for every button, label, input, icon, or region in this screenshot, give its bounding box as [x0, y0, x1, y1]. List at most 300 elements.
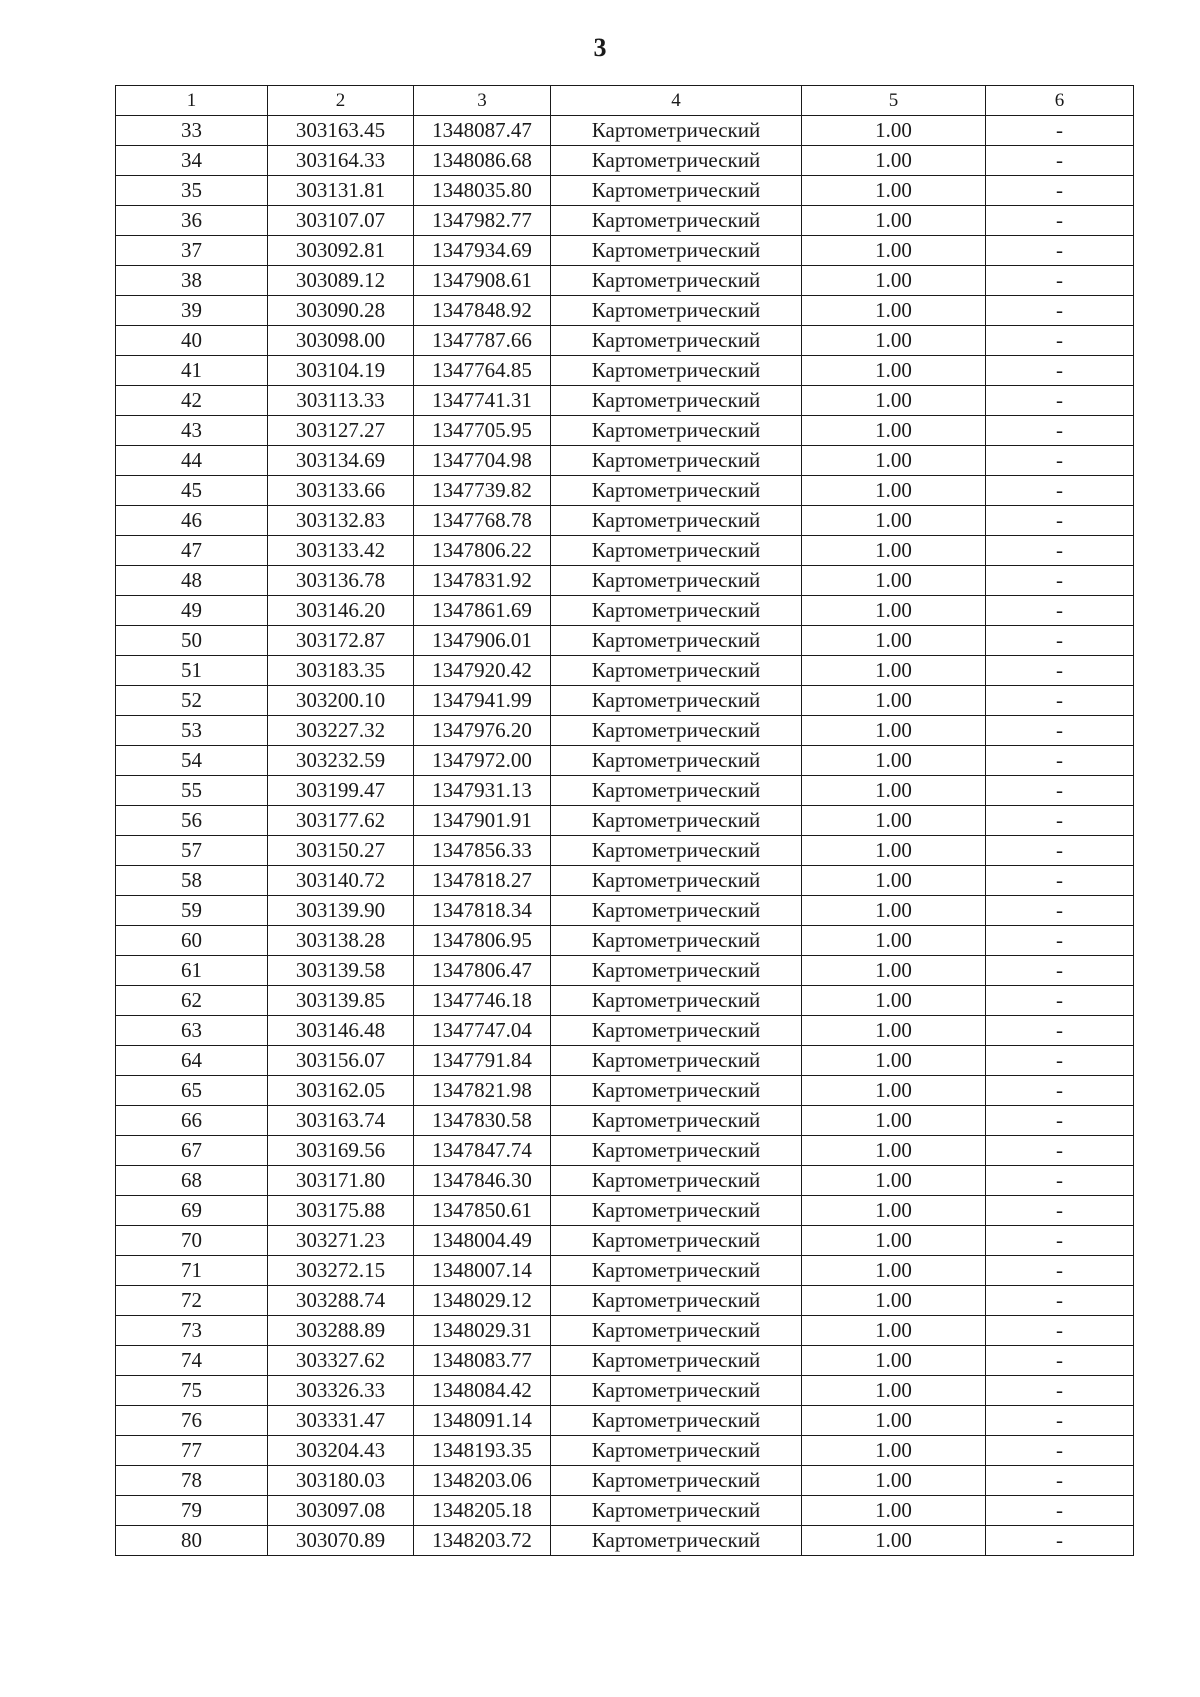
note-cell: -	[986, 266, 1134, 296]
y-coordinate-cell: 1347931.13	[414, 776, 551, 806]
method-cell: Картометрический	[551, 1376, 802, 1406]
point-number-cell: 70	[116, 1226, 268, 1256]
accuracy-cell: 1.00	[802, 446, 986, 476]
y-coordinate-cell: 1347747.04	[414, 1016, 551, 1046]
table-header	[116, 86, 1134, 116]
method-cell: Картометрический	[551, 716, 802, 746]
point-number-cell: 50	[116, 626, 268, 656]
table-row	[116, 1346, 1134, 1376]
table-body	[116, 116, 1134, 1556]
table-row	[116, 596, 1134, 626]
note-cell: -	[986, 1136, 1134, 1166]
note-cell: -	[986, 776, 1134, 806]
column-header-5: 5	[802, 86, 986, 116]
y-coordinate-cell: 1347806.47	[414, 956, 551, 986]
accuracy-cell: 1.00	[802, 206, 986, 236]
point-number-cell: 78	[116, 1466, 268, 1496]
column-header-1: 1	[116, 86, 268, 116]
accuracy-cell: 1.00	[802, 1226, 986, 1256]
point-number-cell: 53	[116, 716, 268, 746]
note-cell: -	[986, 446, 1134, 476]
y-coordinate-cell: 1347791.84	[414, 1046, 551, 1076]
accuracy-cell: 1.00	[802, 416, 986, 446]
point-number-cell: 46	[116, 506, 268, 536]
y-coordinate-cell: 1348029.31	[414, 1316, 551, 1346]
table-row	[116, 1226, 1134, 1256]
note-cell: -	[986, 296, 1134, 326]
method-cell: Картометрический	[551, 596, 802, 626]
y-coordinate-cell: 1347818.34	[414, 896, 551, 926]
accuracy-cell: 1.00	[802, 986, 986, 1016]
coordinates-table	[115, 85, 1134, 1556]
y-coordinate-cell: 1347764.85	[414, 356, 551, 386]
point-number-cell: 40	[116, 326, 268, 356]
accuracy-cell: 1.00	[802, 566, 986, 596]
note-cell: -	[986, 1466, 1134, 1496]
note-cell: -	[986, 326, 1134, 356]
table-row	[116, 1016, 1134, 1046]
column-header-3: 3	[414, 86, 551, 116]
y-coordinate-cell: 1347861.69	[414, 596, 551, 626]
x-coordinate-cell: 303232.59	[268, 746, 414, 776]
accuracy-cell: 1.00	[802, 386, 986, 416]
note-cell: -	[986, 1346, 1134, 1376]
note-cell: -	[986, 416, 1134, 446]
y-coordinate-cell: 1347768.78	[414, 506, 551, 536]
method-cell: Картометрический	[551, 626, 802, 656]
x-coordinate-cell: 303090.28	[268, 296, 414, 326]
y-coordinate-cell: 1347831.92	[414, 566, 551, 596]
method-cell: Картометрический	[551, 176, 802, 206]
method-cell: Картометрический	[551, 1316, 802, 1346]
table-row	[116, 1316, 1134, 1346]
point-number-cell: 63	[116, 1016, 268, 1046]
accuracy-cell: 1.00	[802, 326, 986, 356]
x-coordinate-cell: 303132.83	[268, 506, 414, 536]
y-coordinate-cell: 1347934.69	[414, 236, 551, 266]
point-number-cell: 37	[116, 236, 268, 266]
method-cell: Картометрический	[551, 326, 802, 356]
table-row	[116, 146, 1134, 176]
y-coordinate-cell: 1348087.47	[414, 116, 551, 146]
note-cell: -	[986, 1016, 1134, 1046]
note-cell: -	[986, 356, 1134, 386]
y-coordinate-cell: 1347739.82	[414, 476, 551, 506]
y-coordinate-cell: 1348084.42	[414, 1376, 551, 1406]
y-coordinate-cell: 1347850.61	[414, 1196, 551, 1226]
table-row	[116, 656, 1134, 686]
point-number-cell: 62	[116, 986, 268, 1016]
column-header-4: 4	[551, 86, 802, 116]
point-number-cell: 35	[116, 176, 268, 206]
accuracy-cell: 1.00	[802, 1376, 986, 1406]
method-cell: Картометрический	[551, 206, 802, 236]
y-coordinate-cell: 1347976.20	[414, 716, 551, 746]
table-row	[116, 1256, 1134, 1286]
x-coordinate-cell: 303162.05	[268, 1076, 414, 1106]
table-row	[116, 1406, 1134, 1436]
x-coordinate-cell: 303136.78	[268, 566, 414, 596]
method-cell: Картометрический	[551, 746, 802, 776]
x-coordinate-cell: 303156.07	[268, 1046, 414, 1076]
note-cell: -	[986, 116, 1134, 146]
table-row	[116, 1076, 1134, 1106]
accuracy-cell: 1.00	[802, 776, 986, 806]
point-number-cell: 59	[116, 896, 268, 926]
x-coordinate-cell: 303140.72	[268, 866, 414, 896]
y-coordinate-cell: 1348004.49	[414, 1226, 551, 1256]
y-coordinate-cell: 1347906.01	[414, 626, 551, 656]
y-coordinate-cell: 1347848.92	[414, 296, 551, 326]
method-cell: Картометрический	[551, 386, 802, 416]
point-number-cell: 64	[116, 1046, 268, 1076]
accuracy-cell: 1.00	[802, 1106, 986, 1136]
method-cell: Картометрический	[551, 1286, 802, 1316]
method-cell: Картометрический	[551, 146, 802, 176]
accuracy-cell: 1.00	[802, 1286, 986, 1316]
x-coordinate-cell: 303104.19	[268, 356, 414, 386]
accuracy-cell: 1.00	[802, 476, 986, 506]
method-cell: Картометрический	[551, 536, 802, 566]
note-cell: -	[986, 1376, 1134, 1406]
table-row	[116, 416, 1134, 446]
page-number: 3	[593, 33, 607, 62]
x-coordinate-cell: 303177.62	[268, 806, 414, 836]
method-cell: Картометрический	[551, 1196, 802, 1226]
y-coordinate-cell: 1348205.18	[414, 1496, 551, 1526]
method-cell: Картометрический	[551, 476, 802, 506]
accuracy-cell: 1.00	[802, 596, 986, 626]
table-row	[116, 956, 1134, 986]
note-cell: -	[986, 476, 1134, 506]
table-row	[116, 926, 1134, 956]
x-coordinate-cell: 303326.33	[268, 1376, 414, 1406]
note-cell: -	[986, 1196, 1134, 1226]
note-cell: -	[986, 1406, 1134, 1436]
table-row	[116, 566, 1134, 596]
point-number-cell: 42	[116, 386, 268, 416]
point-number-cell: 43	[116, 416, 268, 446]
point-number-cell: 72	[116, 1286, 268, 1316]
point-number-cell: 52	[116, 686, 268, 716]
column-header-6: 6	[986, 86, 1134, 116]
accuracy-cell: 1.00	[802, 1496, 986, 1526]
method-cell: Картометрический	[551, 1076, 802, 1106]
note-cell: -	[986, 596, 1134, 626]
table-row	[116, 746, 1134, 776]
table-row	[116, 716, 1134, 746]
method-cell: Картометрический	[551, 1226, 802, 1256]
method-cell: Картометрический	[551, 1466, 802, 1496]
point-number-cell: 71	[116, 1256, 268, 1286]
y-coordinate-cell: 1347901.91	[414, 806, 551, 836]
x-coordinate-cell: 303288.74	[268, 1286, 414, 1316]
point-number-cell: 48	[116, 566, 268, 596]
table-row	[116, 1106, 1134, 1136]
x-coordinate-cell: 303133.42	[268, 536, 414, 566]
table-row	[116, 1526, 1134, 1556]
method-cell: Картометрический	[551, 656, 802, 686]
accuracy-cell: 1.00	[802, 836, 986, 866]
method-cell: Картометрический	[551, 446, 802, 476]
method-cell: Картометрический	[551, 356, 802, 386]
method-cell: Картометрический	[551, 866, 802, 896]
y-coordinate-cell: 1348193.35	[414, 1436, 551, 1466]
method-cell: Картометрический	[551, 266, 802, 296]
accuracy-cell: 1.00	[802, 806, 986, 836]
note-cell: -	[986, 1526, 1134, 1556]
accuracy-cell: 1.00	[802, 866, 986, 896]
point-number-cell: 66	[116, 1106, 268, 1136]
point-number-cell: 60	[116, 926, 268, 956]
y-coordinate-cell: 1347846.30	[414, 1166, 551, 1196]
point-number-cell: 58	[116, 866, 268, 896]
x-coordinate-cell: 303089.12	[268, 266, 414, 296]
x-coordinate-cell: 303107.07	[268, 206, 414, 236]
point-number-cell: 69	[116, 1196, 268, 1226]
table-row	[116, 296, 1134, 326]
note-cell: -	[986, 866, 1134, 896]
note-cell: -	[986, 806, 1134, 836]
x-coordinate-cell: 303163.45	[268, 116, 414, 146]
note-cell: -	[986, 1226, 1134, 1256]
method-cell: Картометрический	[551, 686, 802, 716]
note-cell: -	[986, 176, 1134, 206]
point-number-cell: 67	[116, 1136, 268, 1166]
x-coordinate-cell: 303172.87	[268, 626, 414, 656]
method-cell: Картометрический	[551, 1166, 802, 1196]
note-cell: -	[986, 1166, 1134, 1196]
x-coordinate-cell: 303133.66	[268, 476, 414, 506]
point-number-cell: 73	[116, 1316, 268, 1346]
y-coordinate-cell: 1348086.68	[414, 146, 551, 176]
point-number-cell: 75	[116, 1376, 268, 1406]
note-cell: -	[986, 1436, 1134, 1466]
y-coordinate-cell: 1347982.77	[414, 206, 551, 236]
table-row	[116, 806, 1134, 836]
note-cell: -	[986, 1286, 1134, 1316]
note-cell: -	[986, 1256, 1134, 1286]
x-coordinate-cell: 303138.28	[268, 926, 414, 956]
x-coordinate-cell: 303331.47	[268, 1406, 414, 1436]
note-cell: -	[986, 1316, 1134, 1346]
note-cell: -	[986, 626, 1134, 656]
accuracy-cell: 1.00	[802, 1526, 986, 1556]
x-coordinate-cell: 303183.35	[268, 656, 414, 686]
accuracy-cell: 1.00	[802, 356, 986, 386]
x-coordinate-cell: 303169.56	[268, 1136, 414, 1166]
column-header-2: 2	[268, 86, 414, 116]
note-cell: -	[986, 896, 1134, 926]
method-cell: Картометрический	[551, 566, 802, 596]
y-coordinate-cell: 1347972.00	[414, 746, 551, 776]
accuracy-cell: 1.00	[802, 266, 986, 296]
method-cell: Картометрический	[551, 116, 802, 146]
note-cell: -	[986, 926, 1134, 956]
table-row	[116, 836, 1134, 866]
table-row	[116, 476, 1134, 506]
x-coordinate-cell: 303134.69	[268, 446, 414, 476]
method-cell: Картометрический	[551, 836, 802, 866]
x-coordinate-cell: 303139.85	[268, 986, 414, 1016]
table-row	[116, 626, 1134, 656]
note-cell: -	[986, 956, 1134, 986]
note-cell: -	[986, 1076, 1134, 1106]
y-coordinate-cell: 1347856.33	[414, 836, 551, 866]
note-cell: -	[986, 506, 1134, 536]
y-coordinate-cell: 1347806.22	[414, 536, 551, 566]
y-coordinate-cell: 1348029.12	[414, 1286, 551, 1316]
method-cell: Картометрический	[551, 896, 802, 926]
accuracy-cell: 1.00	[802, 1406, 986, 1436]
table-row	[116, 776, 1134, 806]
y-coordinate-cell: 1348083.77	[414, 1346, 551, 1376]
accuracy-cell: 1.00	[802, 176, 986, 206]
table-row	[116, 536, 1134, 566]
x-coordinate-cell: 303288.89	[268, 1316, 414, 1346]
table-row	[116, 206, 1134, 236]
x-coordinate-cell: 303131.81	[268, 176, 414, 206]
method-cell: Картометрический	[551, 1436, 802, 1466]
y-coordinate-cell: 1347704.98	[414, 446, 551, 476]
accuracy-cell: 1.00	[802, 1256, 986, 1286]
accuracy-cell: 1.00	[802, 536, 986, 566]
table-row	[116, 176, 1134, 206]
table-row	[116, 1166, 1134, 1196]
y-coordinate-cell: 1347741.31	[414, 386, 551, 416]
method-cell: Картометрический	[551, 986, 802, 1016]
note-cell: -	[986, 716, 1134, 746]
y-coordinate-cell: 1348203.06	[414, 1466, 551, 1496]
y-coordinate-cell: 1348035.80	[414, 176, 551, 206]
point-number-cell: 47	[116, 536, 268, 566]
x-coordinate-cell: 303327.62	[268, 1346, 414, 1376]
method-cell: Картометрический	[551, 806, 802, 836]
y-coordinate-cell: 1347821.98	[414, 1076, 551, 1106]
point-number-cell: 44	[116, 446, 268, 476]
point-number-cell: 55	[116, 776, 268, 806]
table-row	[116, 386, 1134, 416]
x-coordinate-cell: 303098.00	[268, 326, 414, 356]
y-coordinate-cell: 1347908.61	[414, 266, 551, 296]
x-coordinate-cell: 303204.43	[268, 1436, 414, 1466]
table-row	[116, 1046, 1134, 1076]
table-row	[116, 1376, 1134, 1406]
x-coordinate-cell: 303097.08	[268, 1496, 414, 1526]
table-row	[116, 896, 1134, 926]
accuracy-cell: 1.00	[802, 626, 986, 656]
accuracy-cell: 1.00	[802, 1346, 986, 1376]
accuracy-cell: 1.00	[802, 656, 986, 686]
x-coordinate-cell: 303139.90	[268, 896, 414, 926]
table-row	[116, 986, 1134, 1016]
method-cell: Картометрический	[551, 1046, 802, 1076]
accuracy-cell: 1.00	[802, 116, 986, 146]
method-cell: Картометрический	[551, 416, 802, 446]
table-row	[116, 356, 1134, 386]
note-cell: -	[986, 386, 1134, 416]
accuracy-cell: 1.00	[802, 296, 986, 326]
table-row	[116, 1466, 1134, 1496]
point-number-cell: 54	[116, 746, 268, 776]
accuracy-cell: 1.00	[802, 746, 986, 776]
point-number-cell: 80	[116, 1526, 268, 1556]
point-number-cell: 45	[116, 476, 268, 506]
y-coordinate-cell: 1347787.66	[414, 326, 551, 356]
method-cell: Картометрический	[551, 1106, 802, 1136]
accuracy-cell: 1.00	[802, 146, 986, 176]
table-row	[116, 506, 1134, 536]
note-cell: -	[986, 836, 1134, 866]
accuracy-cell: 1.00	[802, 236, 986, 266]
accuracy-cell: 1.00	[802, 716, 986, 746]
x-coordinate-cell: 303113.33	[268, 386, 414, 416]
y-coordinate-cell: 1347818.27	[414, 866, 551, 896]
point-number-cell: 79	[116, 1496, 268, 1526]
y-coordinate-cell: 1347920.42	[414, 656, 551, 686]
x-coordinate-cell: 303070.89	[268, 1526, 414, 1556]
x-coordinate-cell: 303092.81	[268, 236, 414, 266]
accuracy-cell: 1.00	[802, 1046, 986, 1076]
x-coordinate-cell: 303163.74	[268, 1106, 414, 1136]
note-cell: -	[986, 1106, 1134, 1136]
point-number-cell: 51	[116, 656, 268, 686]
table-row	[116, 1196, 1134, 1226]
x-coordinate-cell: 303272.15	[268, 1256, 414, 1286]
x-coordinate-cell: 303150.27	[268, 836, 414, 866]
table-row	[116, 236, 1134, 266]
method-cell: Картометрический	[551, 956, 802, 986]
x-coordinate-cell: 303164.33	[268, 146, 414, 176]
y-coordinate-cell: 1348007.14	[414, 1256, 551, 1286]
accuracy-cell: 1.00	[802, 1196, 986, 1226]
x-coordinate-cell: 303146.48	[268, 1016, 414, 1046]
method-cell: Картометрический	[551, 926, 802, 956]
point-number-cell: 77	[116, 1436, 268, 1466]
point-number-cell: 61	[116, 956, 268, 986]
point-number-cell: 57	[116, 836, 268, 866]
point-number-cell: 36	[116, 206, 268, 236]
note-cell: -	[986, 746, 1134, 776]
method-cell: Картометрический	[551, 506, 802, 536]
table-row	[116, 266, 1134, 296]
point-number-cell: 38	[116, 266, 268, 296]
note-cell: -	[986, 986, 1134, 1016]
x-coordinate-cell: 303171.80	[268, 1166, 414, 1196]
header-row	[116, 86, 1134, 116]
y-coordinate-cell: 1348203.72	[414, 1526, 551, 1556]
x-coordinate-cell: 303227.32	[268, 716, 414, 746]
accuracy-cell: 1.00	[802, 956, 986, 986]
accuracy-cell: 1.00	[802, 1316, 986, 1346]
table-row	[116, 1436, 1134, 1466]
x-coordinate-cell: 303180.03	[268, 1466, 414, 1496]
x-coordinate-cell: 303139.58	[268, 956, 414, 986]
accuracy-cell: 1.00	[802, 926, 986, 956]
y-coordinate-cell: 1347705.95	[414, 416, 551, 446]
accuracy-cell: 1.00	[802, 1466, 986, 1496]
y-coordinate-cell: 1347941.99	[414, 686, 551, 716]
method-cell: Картометрический	[551, 776, 802, 806]
method-cell: Картометрический	[551, 1496, 802, 1526]
table-row	[116, 866, 1134, 896]
note-cell: -	[986, 1046, 1134, 1076]
table-row	[116, 326, 1134, 356]
method-cell: Картометрический	[551, 1526, 802, 1556]
note-cell: -	[986, 536, 1134, 566]
method-cell: Картометрический	[551, 296, 802, 326]
point-number-cell: 74	[116, 1346, 268, 1376]
